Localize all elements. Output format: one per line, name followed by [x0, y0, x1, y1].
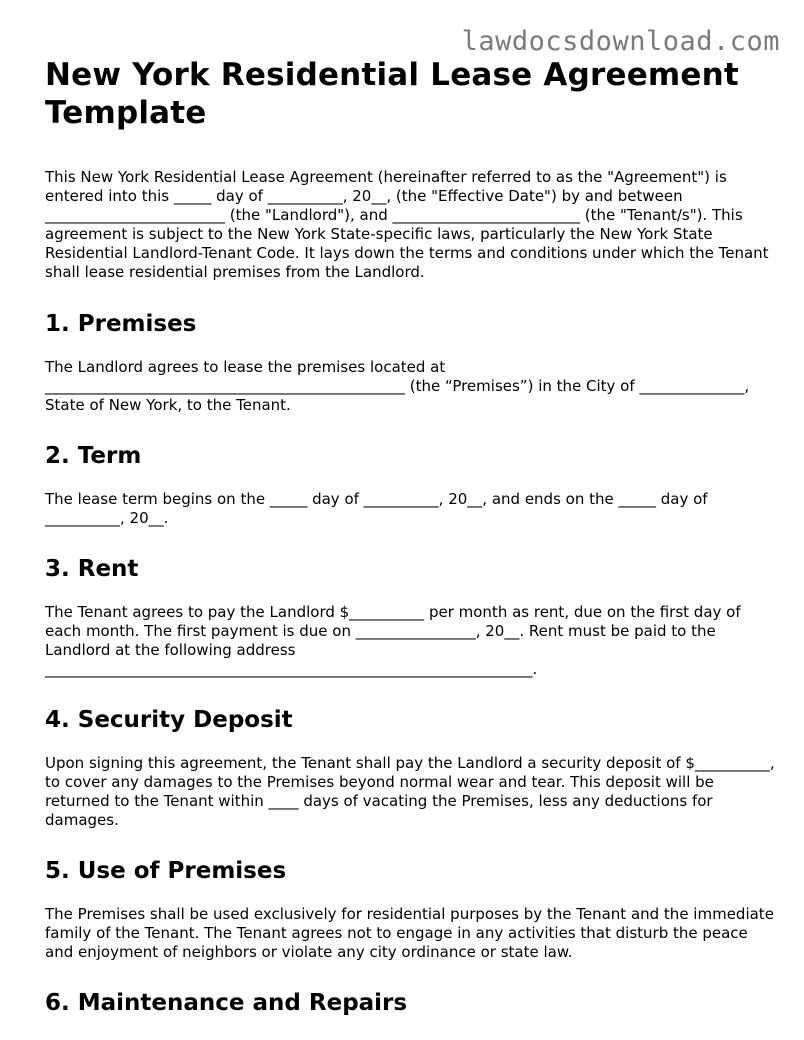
document-title: New York Residential Lease Agreement Template [45, 57, 739, 131]
site-watermark: lawdocsdownload.com [461, 26, 780, 57]
section-heading-security-deposit: 4. Security Deposit [45, 707, 293, 733]
lease-document [45, 56, 775, 1037]
section-heading-premises: 1. Premises [45, 311, 197, 337]
section-body-premises: The Landlord agrees to lease the premises located at ________________________________________________ (the “Premises”) in the City of ______________, State of New York, to the Tenant. [45, 358, 750, 414]
section-heading-rent: 3. Rent [45, 556, 139, 582]
section-body-use-of-premises: The Premises shall be used exclusively for residential purposes by the Tenant and the immediate family of the Tenant. The Tenant agrees not to engage in any activities that disturb the peace and enjoyment of neighbors or violate any city ordinance or state law. [45, 905, 774, 961]
section-heading-term: 2. Term [45, 443, 142, 469]
section-body-security-deposit: Upon signing this agreement, the Tenant shall pay the Landlord a security deposit of $__________, to cover any damages to the Premises beyond normal wear and tear. This deposit will be returned to the Tenant within ____ days of vacating the Premises, less any deductions for damages. [45, 754, 775, 829]
section-heading-maintenance: 6. Maintenance and Repairs [45, 990, 408, 1016]
section-body-term: The lease term begins on the _____ day of __________, 20__, and ends on the _____ day of __________, 20__. [45, 490, 708, 527]
section-heading-use-of-premises: 5. Use of Premises [45, 858, 287, 884]
section-body-rent: The Tenant agrees to pay the Landlord $__________ per month as rent, due on the first day of each month. The first payment is due on ________________, 20__. Rent must be paid to the Landlord at the following address _________________________________________________________________. [45, 603, 741, 678]
intro-paragraph: This New York Residential Lease Agreement (hereinafter referred to as the "Agreement") is entered into this _____ day of __________, 20__, (the "Effective Date") by and between ________________________ (the "Landlord"), and _________________________ (the "Tenant/s"). This agreement is subject to the New York State-specific laws, particularly the New York State Residential Landlord-Tenant Code. It lays down the terms and conditions under which the Tenant shall lease residential premises from the Landlord. [45, 168, 769, 281]
